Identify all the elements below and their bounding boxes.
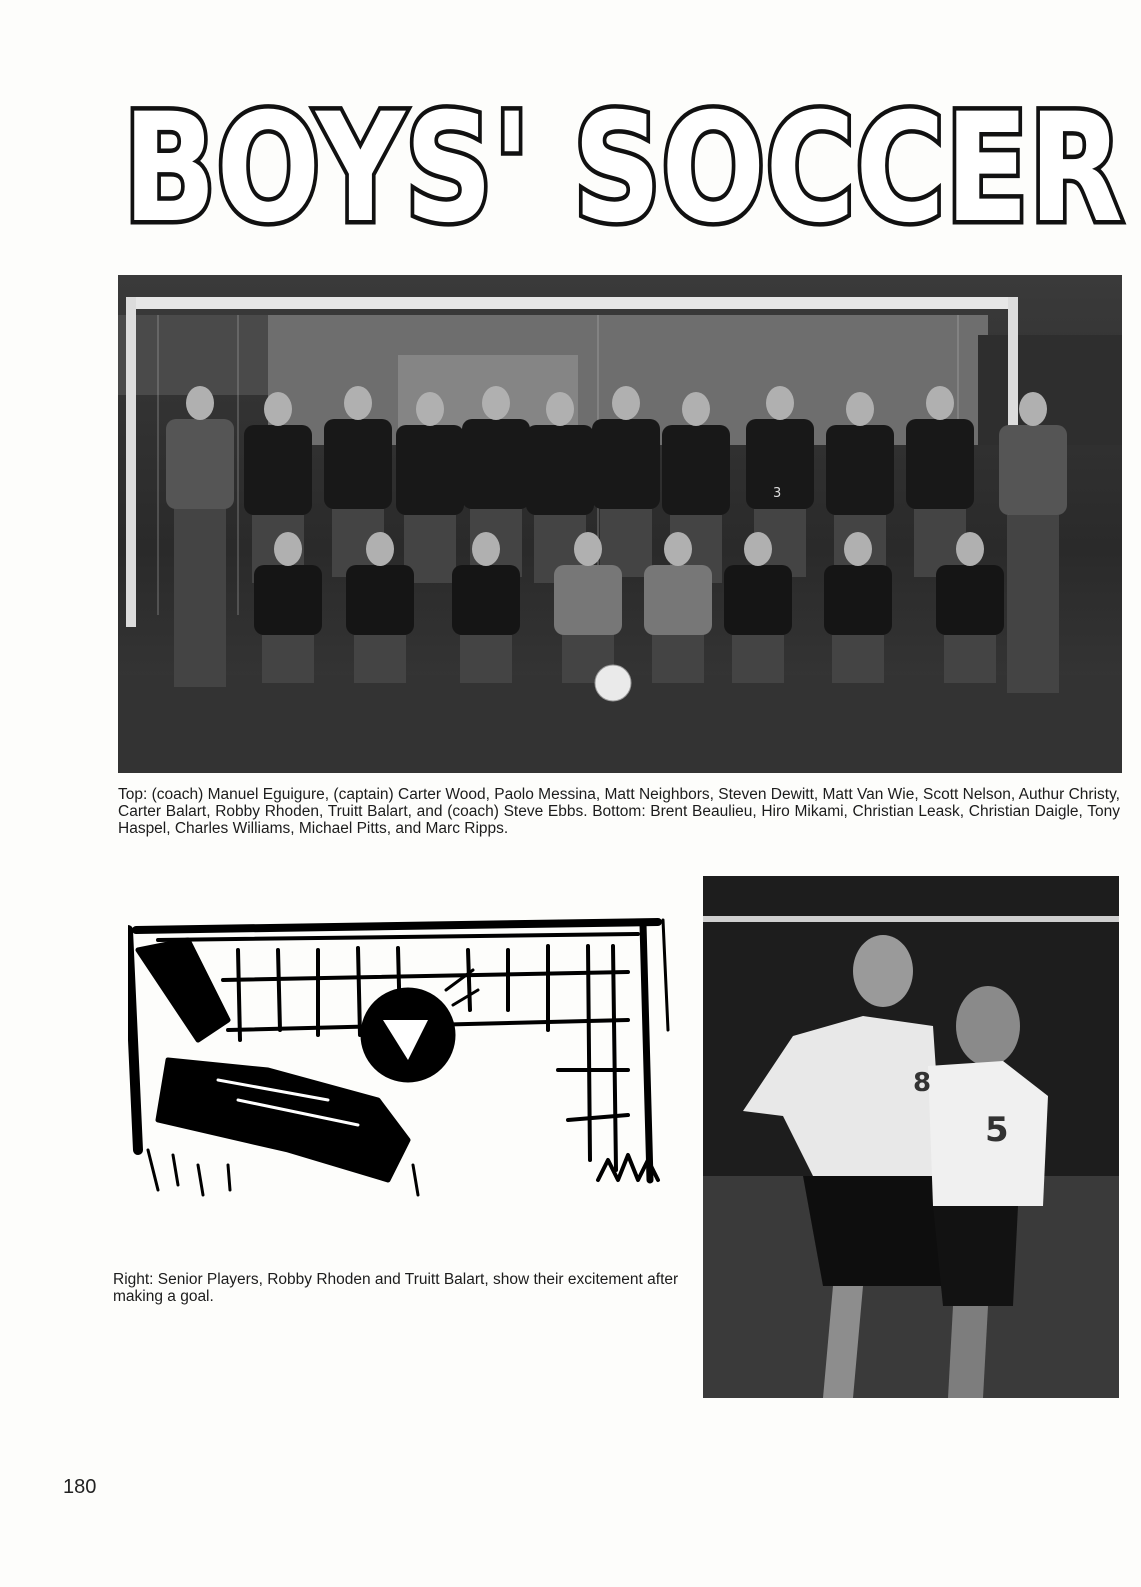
- page-number: 180: [63, 1476, 97, 1498]
- action-photo-caption: Right: Senior Players, Robby Rhoden and Truitt Balart, show their excitement after making a goal.: [113, 1271, 679, 1305]
- page-title-text: BOYS' SOCCER: [123, 82, 1123, 247]
- jersey-number: 5: [985, 1110, 1009, 1150]
- jersey-number: 3: [773, 486, 782, 501]
- soccer-ball-icon: [595, 665, 631, 701]
- player-figure: [999, 392, 1067, 693]
- page-title: [118, 72, 1128, 247]
- action-photo: [703, 876, 1119, 1398]
- team-photo: [118, 275, 1122, 773]
- player-figure: [166, 386, 234, 687]
- goal-sketch-illustration: [128, 910, 676, 1210]
- team-photo-caption: Top: (coach) Manuel Eguigure, (captain) Carter Wood, Paolo Messina, Matt Neighbors, Steven Dewitt, Matt Van Wie, Scott Nelson, Authur Christy, Carter Balart, Robby Rhoden, Truitt Balart, and (coach) Steve Ebbs. Bottom: Brent Beaulieu, Hiro Mikami, Christian Leask, Christian Daigle, Tony Haspel, Charles Williams, Michael Pitts, and Marc Ripps.: [118, 786, 1120, 837]
- jersey-number: 8: [913, 1068, 932, 1098]
